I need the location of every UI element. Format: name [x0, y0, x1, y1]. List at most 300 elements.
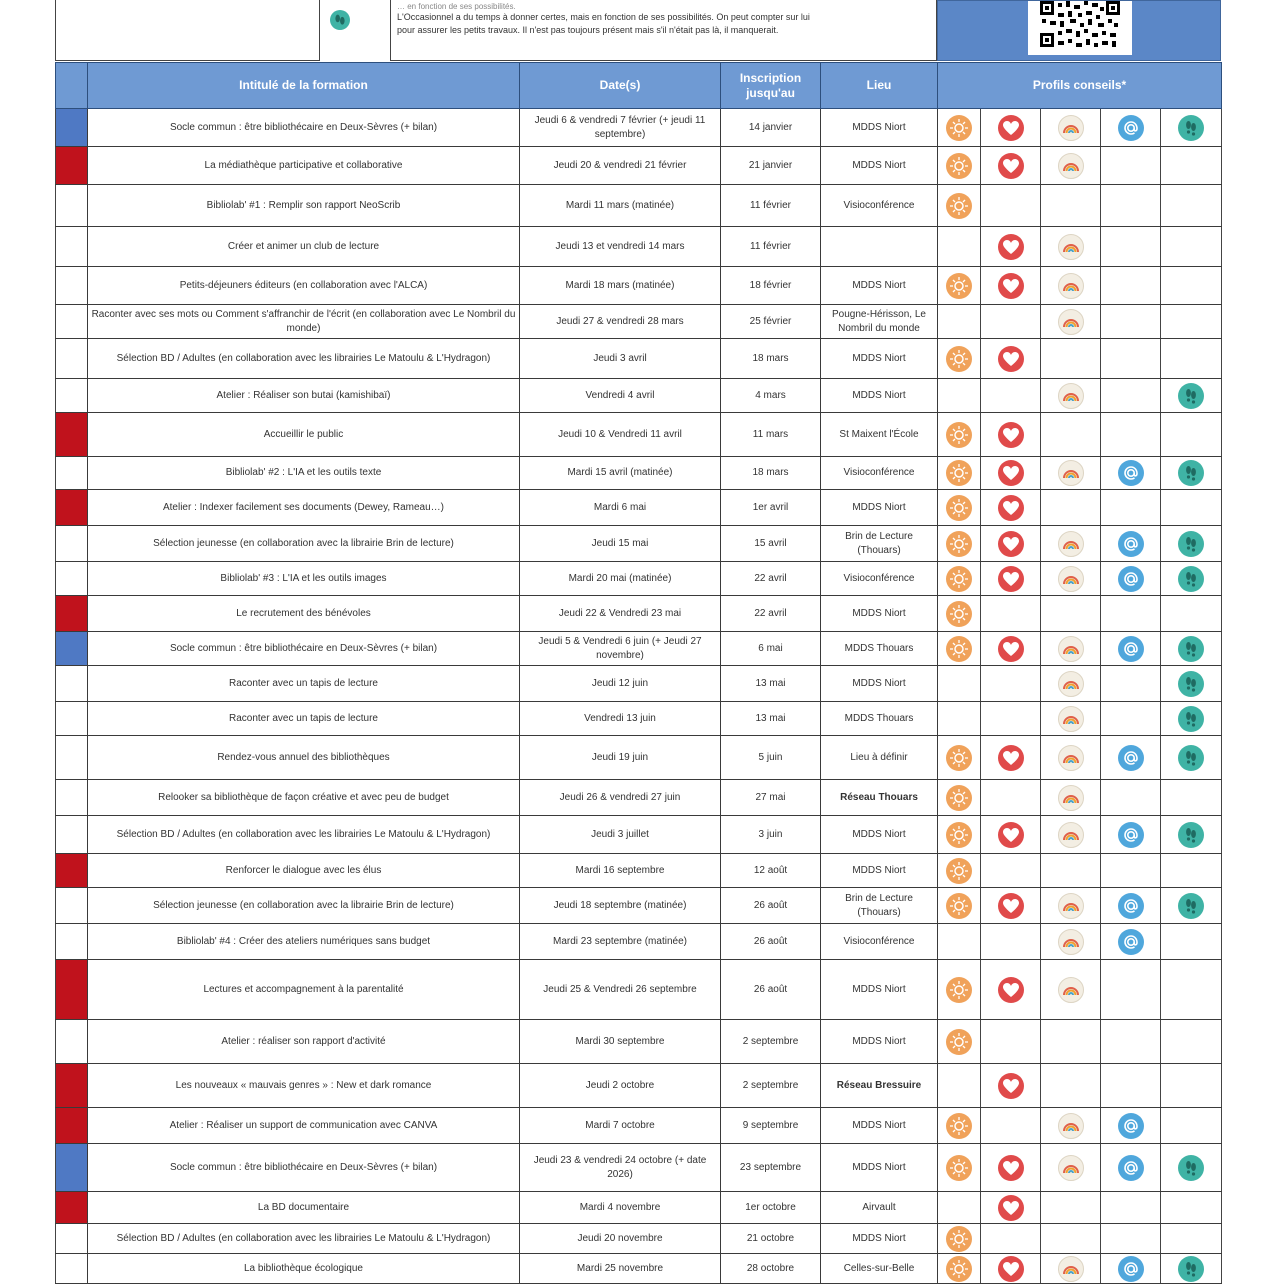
table-row: [56, 379, 1222, 413]
profile-cell-rainbow: [1041, 702, 1101, 736]
training-location: Brin de Lecture (Thouars): [821, 888, 938, 924]
sun-icon: [946, 193, 972, 219]
category-marker: [56, 562, 88, 596]
profile-cell-footprints: [1161, 666, 1222, 702]
training-title: Bibliolab' #3 : L'IA et les outils images: [88, 562, 520, 596]
category-marker: [56, 227, 88, 267]
profile-cell-rainbow: [1041, 1224, 1101, 1254]
rainbow-icon: [1058, 893, 1084, 919]
training-location: MDDS Niort: [821, 816, 938, 854]
training-title: Le recrutement des bénévoles: [88, 596, 520, 632]
profile-cell-heart: [981, 227, 1041, 267]
footprints-icon: [1178, 566, 1204, 592]
training-title: Bibliolab' #4 : Créer des ateliers numériques sans budget: [88, 924, 520, 960]
sun-icon: [946, 1155, 972, 1181]
profile-cell-footprints: [1161, 490, 1222, 526]
registration-deadline: 27 mai: [721, 780, 821, 816]
table-row: [56, 147, 1222, 185]
profile-cell-footprints: [1161, 816, 1222, 854]
heart-icon: [998, 1073, 1024, 1099]
rainbow-icon: [1058, 929, 1084, 955]
profile-cell-heart: [981, 185, 1041, 227]
training-date: Jeudi 3 juillet: [520, 816, 721, 854]
profile-cell-at: [1101, 596, 1161, 632]
footprints-icon: [1178, 1155, 1204, 1181]
profile-cell-at: [1101, 305, 1161, 339]
heart-icon: [998, 566, 1024, 592]
profile-cell-sun: [938, 736, 981, 780]
profile-cell-at: [1101, 632, 1161, 666]
profile-description-line1: … en fonction de ses possibilités.: [397, 2, 516, 11]
rainbow-icon: [1058, 460, 1084, 486]
training-title: Accueillir le public: [88, 413, 520, 457]
training-date: Jeudi 20 novembre: [520, 1224, 721, 1254]
profile-cell-heart: [981, 305, 1041, 339]
profile-cell-rainbow: [1041, 854, 1101, 888]
registration-deadline: 5 juin: [721, 736, 821, 780]
training-date: Jeudi 5 & Vendredi 6 juin (+ Jeudi 27 novembre): [520, 632, 721, 666]
training-location: MDDS Niort: [821, 1020, 938, 1064]
heart-icon: [998, 153, 1024, 179]
rainbow-icon: [1058, 234, 1084, 260]
registration-deadline: 2 septembre: [721, 1064, 821, 1108]
table-row: [56, 339, 1222, 379]
profile-cell-at: [1101, 780, 1161, 816]
training-date: Jeudi 13 et vendredi 14 mars: [520, 227, 721, 267]
training-location: Réseau Bressuire: [821, 1064, 938, 1108]
rainbow-icon: [1058, 566, 1084, 592]
training-date: Jeudi 23 & vendredi 24 octobre (+ date 2026): [520, 1144, 721, 1192]
profile-cell-sun: [938, 924, 981, 960]
sun-icon: [946, 1226, 972, 1252]
heart-icon: [998, 234, 1024, 260]
profile-cell-sun: [938, 185, 981, 227]
heart-icon: [998, 1155, 1024, 1181]
category-marker: [56, 924, 88, 960]
registration-deadline: 21 octobre: [721, 1224, 821, 1254]
category-marker: [56, 526, 88, 562]
profile-cell-sun: [938, 526, 981, 562]
profile-cell-at: [1101, 1108, 1161, 1144]
category-marker: [56, 1108, 88, 1144]
profile-cell-at: [1101, 413, 1161, 457]
training-date: Mardi 4 novembre: [520, 1192, 721, 1224]
at-icon: [1118, 745, 1144, 771]
rainbow-icon: [1058, 153, 1084, 179]
profile-cell-footprints: [1161, 562, 1222, 596]
training-title: La bibliothèque écologique: [88, 1254, 520, 1284]
sun-icon: [946, 977, 972, 1003]
category-marker: [56, 185, 88, 227]
profile-cell-heart: [981, 924, 1041, 960]
profile-cell-sun: [938, 1108, 981, 1144]
profile-cell-sun: [938, 666, 981, 702]
sun-icon: [946, 893, 972, 919]
profile-cell-sun: [938, 888, 981, 924]
training-title: Sélection BD / Adultes (en collaboration avec les librairies Le Matoulu & L'Hydragon): [88, 1224, 520, 1254]
category-marker: [56, 780, 88, 816]
profile-cell-heart: [981, 736, 1041, 780]
profile-cell-heart: [981, 702, 1041, 736]
rainbow-icon: [1058, 1113, 1084, 1139]
at-icon: [1118, 1113, 1144, 1139]
rainbow-icon: [1058, 273, 1084, 299]
profile-cell-heart: [981, 1020, 1041, 1064]
training-title: Sélection jeunesse (en collaboration avec la librairie Brin de lecture): [88, 526, 520, 562]
profile-cell-heart: [981, 109, 1041, 147]
training-date: Vendredi 13 juin: [520, 702, 721, 736]
rainbow-icon: [1058, 706, 1084, 732]
training-location: St Maixent l'École: [821, 413, 938, 457]
profile-cell-at: [1101, 185, 1161, 227]
profile-cell-sun: [938, 305, 981, 339]
registration-deadline: 18 mars: [721, 457, 821, 490]
training-title: Les nouveaux « mauvais genres » : New et dark romance: [88, 1064, 520, 1108]
training-title: Raconter avec un tapis de lecture: [88, 702, 520, 736]
training-date: Jeudi 27 & vendredi 28 mars: [520, 305, 721, 339]
profile-cell-rainbow: [1041, 632, 1101, 666]
profile-description: [390, 0, 937, 61]
rainbow-icon: [1058, 977, 1084, 1003]
profile-cell-sun: [938, 1192, 981, 1224]
category-marker: [56, 490, 88, 526]
training-title: Bibliolab' #2 : L'IA et les outils texte: [88, 457, 520, 490]
sun-icon: [946, 531, 972, 557]
profile-cell-at: [1101, 702, 1161, 736]
registration-deadline: 22 avril: [721, 562, 821, 596]
sun-icon: [946, 346, 972, 372]
heart-icon: [998, 636, 1024, 662]
profile-cell-heart: [981, 562, 1041, 596]
category-marker: [56, 888, 88, 924]
training-title: Socle commun : être bibliothécaire en Deux-Sèvres (+ bilan): [88, 632, 520, 666]
table-row: [56, 854, 1222, 888]
profile-cell-rainbow: [1041, 1020, 1101, 1064]
profile-cell-heart: [981, 267, 1041, 305]
profile-cell-rainbow: [1041, 526, 1101, 562]
profile-cell-heart: [981, 888, 1041, 924]
profile-cell-at: [1101, 267, 1161, 305]
table-row: [56, 666, 1222, 702]
profile-cell-footprints: [1161, 924, 1222, 960]
table-row: [56, 267, 1222, 305]
registration-deadline: 3 juin: [721, 816, 821, 854]
profile-cell-heart: [981, 780, 1041, 816]
category-marker: [56, 457, 88, 490]
footprints-icon: [1178, 460, 1204, 486]
registration-deadline: 23 septembre: [721, 1144, 821, 1192]
training-location: MDDS Niort: [821, 960, 938, 1020]
sun-icon: [946, 745, 972, 771]
profile-cell-heart: [981, 457, 1041, 490]
registration-deadline: 4 mars: [721, 379, 821, 413]
training-location: MDDS Niort: [821, 490, 938, 526]
header-inscription: Inscription jusqu'au: [721, 63, 821, 109]
profile-cell-sun: [938, 109, 981, 147]
profile-cell-sun: [938, 562, 981, 596]
profile-cell-sun: [938, 702, 981, 736]
training-location: MDDS Niort: [821, 854, 938, 888]
profile-cell-heart: [981, 596, 1041, 632]
training-location: Visioconférence: [821, 924, 938, 960]
profile-cell-sun: [938, 379, 981, 413]
rainbow-icon: [1058, 785, 1084, 811]
training-title: La médiathèque participative et collaborative: [88, 147, 520, 185]
footprints-icon: [1178, 531, 1204, 557]
footprints-icon: [1178, 636, 1204, 662]
table-row: [56, 924, 1222, 960]
profile-cell-at: [1101, 666, 1161, 702]
profile-cell-at: [1101, 1020, 1161, 1064]
training-location: Pougne-Hérisson, Le Nombril du monde: [821, 305, 938, 339]
profile-cell-heart: [981, 1254, 1041, 1284]
rainbow-icon: [1058, 636, 1084, 662]
profile-cell-heart: [981, 1192, 1041, 1224]
training-title: Atelier : Réaliser son butai (kamishibaï): [88, 379, 520, 413]
footprints-icon: [1178, 745, 1204, 771]
training-title: Socle commun : être bibliothécaire en Deux-Sèvres (+ bilan): [88, 1144, 520, 1192]
sun-icon: [946, 153, 972, 179]
profile-cell-footprints: [1161, 147, 1222, 185]
top-section: [55, 0, 1221, 62]
training-date: Jeudi 12 juin: [520, 666, 721, 702]
profile-cell-rainbow: [1041, 960, 1101, 1020]
sun-icon: [946, 1029, 972, 1055]
registration-deadline: 2 septembre: [721, 1020, 821, 1064]
profile-cell-at: [1101, 888, 1161, 924]
sun-icon: [946, 822, 972, 848]
table-row: [56, 1020, 1222, 1064]
top-left-box: [55, 0, 320, 61]
training-title: Atelier : Indexer facilement ses documents (Dewey, Rameau…): [88, 490, 520, 526]
header-title: Intitulé de la formation: [88, 63, 520, 109]
training-location: MDDS Niort: [821, 109, 938, 147]
training-location: MDDS Niort: [821, 339, 938, 379]
profile-cell-heart: [981, 379, 1041, 413]
profile-cell-rainbow: [1041, 1254, 1101, 1284]
profile-cell-rainbow: [1041, 305, 1101, 339]
heart-icon: [998, 273, 1024, 299]
registration-deadline: 26 août: [721, 888, 821, 924]
table-row: [56, 1064, 1222, 1108]
sun-icon: [946, 495, 972, 521]
profile-cell-sun: [938, 1064, 981, 1108]
profile-cell-rainbow: [1041, 780, 1101, 816]
training-date: Mardi 11 mars (matinée): [520, 185, 721, 227]
heart-icon: [998, 977, 1024, 1003]
heart-icon: [998, 745, 1024, 771]
table-row: [56, 1254, 1222, 1284]
heart-icon: [998, 531, 1024, 557]
registration-deadline: 26 août: [721, 960, 821, 1020]
training-location: MDDS Niort: [821, 596, 938, 632]
profile-cell-sun: [938, 1224, 981, 1254]
training-date: Jeudi 3 avril: [520, 339, 721, 379]
at-icon: [1118, 531, 1144, 557]
at-icon: [1118, 822, 1144, 848]
training-date: Mardi 16 septembre: [520, 854, 721, 888]
registration-deadline: 26 août: [721, 924, 821, 960]
profile-cell-rainbow: [1041, 109, 1101, 147]
registration-deadline: 25 février: [721, 305, 821, 339]
training-location: [821, 227, 938, 267]
rainbow-icon: [1058, 1256, 1084, 1282]
training-title: Bibliolab' #1 : Remplir son rapport NeoScrib: [88, 185, 520, 227]
rainbow-icon: [1058, 671, 1084, 697]
training-title: Créer et animer un club de lecture: [88, 227, 520, 267]
heart-icon: [998, 115, 1024, 141]
heart-icon: [998, 893, 1024, 919]
footprints-icon: [1178, 706, 1204, 732]
profile-cell-sun: [938, 780, 981, 816]
profile-cell-at: [1101, 1224, 1161, 1254]
sun-icon: [946, 601, 972, 627]
at-icon: [1118, 1256, 1144, 1282]
header-profils: Profils conseils*: [938, 63, 1222, 109]
category-marker: [56, 1254, 88, 1284]
profile-cell-sun: [938, 1144, 981, 1192]
profile-cell-at: [1101, 379, 1161, 413]
footprints-icon: [1178, 822, 1204, 848]
profile-cell-rainbow: [1041, 185, 1101, 227]
training-date: Jeudi 6 & vendredi 7 février (+ jeudi 11 septembre): [520, 109, 721, 147]
profile-cell-footprints: [1161, 888, 1222, 924]
training-date: Mardi 30 septembre: [520, 1020, 721, 1064]
heart-icon: [998, 460, 1024, 486]
profile-cell-heart: [981, 1064, 1041, 1108]
profile-cell-at: [1101, 1144, 1161, 1192]
registration-deadline: 13 mai: [721, 702, 821, 736]
training-location: Réseau Thouars: [821, 780, 938, 816]
profile-cell-rainbow: [1041, 1192, 1101, 1224]
header-mark: [56, 63, 88, 109]
heart-icon: [998, 1195, 1024, 1221]
at-icon: [1118, 460, 1144, 486]
training-date: Jeudi 22 & Vendredi 23 mai: [520, 596, 721, 632]
profile-cell-rainbow: [1041, 379, 1101, 413]
table-row: [56, 185, 1222, 227]
profile-cell-sun: [938, 339, 981, 379]
profile-cell-footprints: [1161, 1224, 1222, 1254]
profile-cell-at: [1101, 1254, 1161, 1284]
profile-cell-footprints: [1161, 413, 1222, 457]
profile-cell-heart: [981, 1224, 1041, 1254]
table-row: [56, 702, 1222, 736]
profile-cell-heart: [981, 960, 1041, 1020]
profile-cell-heart: [981, 490, 1041, 526]
profile-cell-footprints: [1161, 339, 1222, 379]
table-row: [56, 109, 1222, 147]
profile-cell-heart: [981, 816, 1041, 854]
category-marker: [56, 109, 88, 147]
rainbow-icon: [1058, 531, 1084, 557]
heart-icon: [998, 346, 1024, 372]
registration-deadline: 11 février: [721, 185, 821, 227]
table-row: [56, 413, 1222, 457]
registration-deadline: 18 février: [721, 267, 821, 305]
table-row: [56, 227, 1222, 267]
rainbow-icon: [1058, 115, 1084, 141]
registration-deadline: 22 avril: [721, 596, 821, 632]
profile-cell-sun: [938, 854, 981, 888]
training-location: Airvault: [821, 1192, 938, 1224]
profile-cell-footprints: [1161, 1254, 1222, 1284]
profile-cell-sun: [938, 227, 981, 267]
qr-code[interactable]: [1028, 1, 1132, 55]
rainbow-icon: [1058, 1155, 1084, 1181]
profile-cell-sun: [938, 413, 981, 457]
training-date: Jeudi 18 septembre (matinée): [520, 888, 721, 924]
profile-cell-rainbow: [1041, 562, 1101, 596]
profile-cell-footprints: [1161, 267, 1222, 305]
category-marker: [56, 854, 88, 888]
registration-deadline: 21 janvier: [721, 147, 821, 185]
rainbow-icon: [1058, 822, 1084, 848]
profile-cell-at: [1101, 736, 1161, 780]
training-date: Mardi 6 mai: [520, 490, 721, 526]
table-body: [56, 109, 1222, 1284]
header-lieu: Lieu: [821, 63, 938, 109]
registration-deadline: 12 août: [721, 854, 821, 888]
profile-cell-footprints: [1161, 1144, 1222, 1192]
profile-cell-at: [1101, 816, 1161, 854]
profile-cell-rainbow: [1041, 339, 1101, 379]
profile-cell-heart: [981, 1144, 1041, 1192]
profile-cell-at: [1101, 490, 1161, 526]
profile-cell-at: [1101, 1064, 1161, 1108]
registration-deadline: 11 février: [721, 227, 821, 267]
category-marker: [56, 1192, 88, 1224]
category-marker: [56, 147, 88, 185]
training-location: MDDS Niort: [821, 1144, 938, 1192]
training-location: Visioconférence: [821, 457, 938, 490]
footprints-icon: [1178, 671, 1204, 697]
training-date: Jeudi 19 juin: [520, 736, 721, 780]
profile-cell-at: [1101, 339, 1161, 379]
profile-description-line3: pour assurer les petits travaux. Il n'est pas toujours présent mais s'il n'était pas là, il manquerait.: [397, 25, 779, 35]
training-location: MDDS Thouars: [821, 632, 938, 666]
profile-description-line2: L'Occasionnel a du temps à donner certes, mais en fonction de ses possibilités. On peut compter sur lui: [397, 12, 810, 22]
profile-cell-heart: [981, 854, 1041, 888]
table-row: [56, 960, 1222, 1020]
table-row: [56, 1224, 1222, 1254]
profile-cell-sun: [938, 457, 981, 490]
heart-icon: [998, 1256, 1024, 1282]
training-title: Renforcer le dialogue avec les élus: [88, 854, 520, 888]
profile-cell-heart: [981, 632, 1041, 666]
training-location: MDDS Niort: [821, 147, 938, 185]
category-marker: [56, 702, 88, 736]
category-marker: [56, 305, 88, 339]
profile-cell-at: [1101, 109, 1161, 147]
profile-cell-footprints: [1161, 185, 1222, 227]
profile-cell-sun: [938, 1020, 981, 1064]
profile-cell-sun: [938, 1254, 981, 1284]
profile-cell-footprints: [1161, 227, 1222, 267]
table-row: [56, 1108, 1222, 1144]
profile-cell-footprints: [1161, 736, 1222, 780]
training-location: MDDS Niort: [821, 379, 938, 413]
training-title: Sélection jeunesse (en collaboration avec la librairie Brin de lecture): [88, 888, 520, 924]
registration-deadline: 1er octobre: [721, 1192, 821, 1224]
training-title: La BD documentaire: [88, 1192, 520, 1224]
profile-cell-footprints: [1161, 1064, 1222, 1108]
profile-cell-at: [1101, 1192, 1161, 1224]
profile-cell-rainbow: [1041, 1108, 1101, 1144]
profile-cell-at: [1101, 854, 1161, 888]
profile-cell-footprints: [1161, 1108, 1222, 1144]
training-location: MDDS Niort: [821, 1108, 938, 1144]
